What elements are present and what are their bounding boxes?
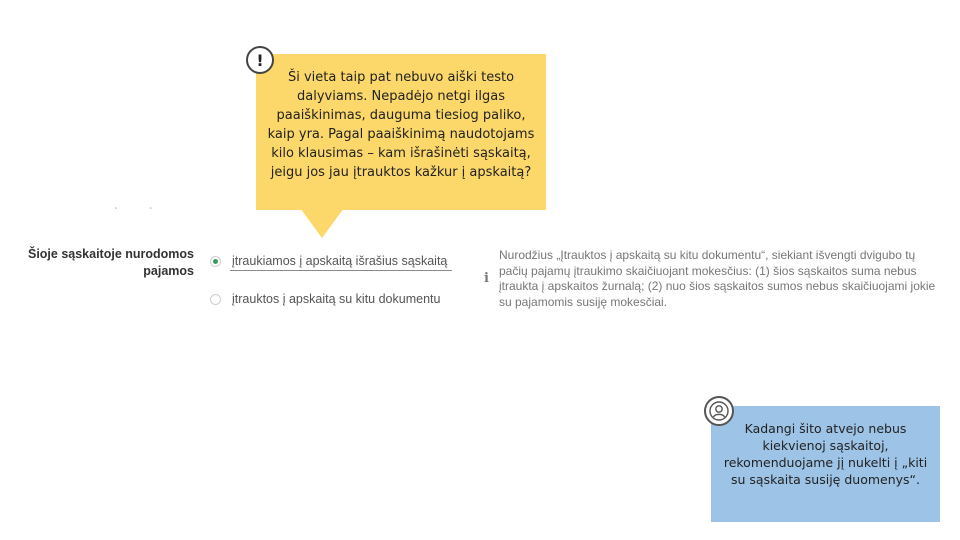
radio-option-included-on-invoice[interactable] xyxy=(210,254,447,268)
info-icon: i xyxy=(484,271,489,286)
note-text: Kadangi šito atvejo nebus kiekvienoj sąskaitoj, rekomenduojame jį nukelti į „kiti su sąskaita susiję duomenys“. xyxy=(723,421,928,487)
radio-option-label: įtrauktos į apskaitą su kitu dokumentu xyxy=(232,292,441,306)
selected-underline xyxy=(230,270,452,271)
annotation-callout xyxy=(256,54,546,210)
radio-button-selected[interactable] xyxy=(210,256,221,267)
person-icon xyxy=(704,396,734,426)
callout-pointer xyxy=(300,208,344,238)
radio-option-label: įtraukiamos į apskaitą išrašius sąskaitą xyxy=(232,254,448,268)
info-text: Nurodžius „Įtrauktos į apskaitą su kitu dokumentu“, siekiant išvengti dvigubo tų pačių pajamų įtraukimo skaičiuojant mokesčius: (1) šios sąskaitos suma nebus įtraukta į apskaitos žurnalą; (2) nuo šios sąskaitos sumos nebus skaičiuojami jokie su pajamomis susiję mokesčiai. xyxy=(499,248,936,309)
radio-option-included-other-document[interactable] xyxy=(210,292,440,306)
residual-mark: ‘ xyxy=(115,206,117,215)
callout-text: Ši vieta taip pat nebuvo aiški testo dalyviams. Nepadėjo netgi ilgas paaiškinimas, dauguma tiesiog paliko, kaip yra. Pagal paaiškinimą naudotojams kilo klausimas – kam išrašinėti sąskaitą, jeigu jos jau įtrauktos kažkur į apskaitą? xyxy=(267,70,535,180)
residual-mark: ‘ xyxy=(150,206,152,215)
income-field-label: Šioje sąskaitoje nurodomos pajamos xyxy=(27,247,194,278)
exclamation-icon: ! xyxy=(246,46,274,74)
recommendation-note xyxy=(711,406,940,522)
radio-button[interactable] xyxy=(210,294,221,305)
